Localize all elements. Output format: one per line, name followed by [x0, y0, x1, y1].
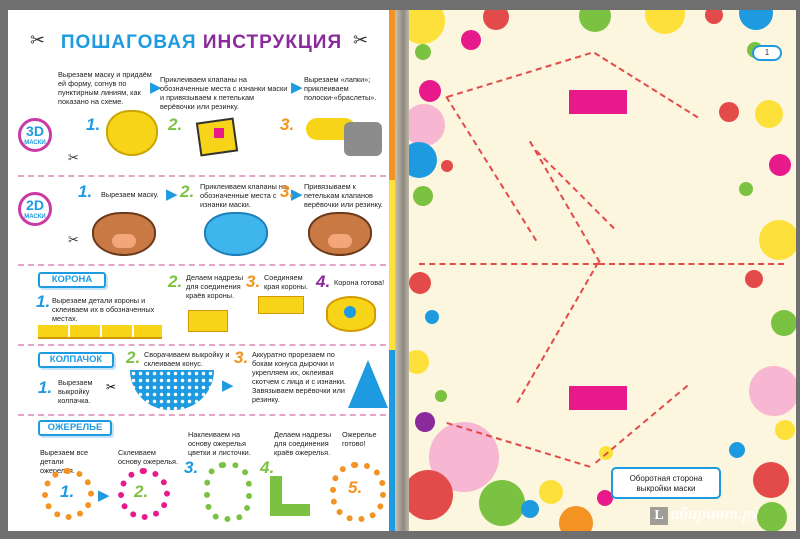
mask-back-image — [204, 212, 268, 256]
page-title — [8, 32, 395, 54]
arrow-icon: ▶ — [291, 186, 303, 203]
step-number: 1. — [36, 292, 51, 311]
step-number: 3. — [234, 348, 249, 367]
page-number: 1 — [752, 45, 782, 61]
step-text: Вырезаем маску и придаём ей форму, согнув по пунктирным линиям, как показано на схеме. — [58, 70, 152, 106]
decor-dot — [719, 102, 739, 122]
decor-dot — [479, 480, 525, 526]
step-number: 1. — [86, 115, 101, 134]
snout-shape — [328, 234, 352, 248]
arrow-icon: ▶ — [222, 377, 234, 394]
decor-dot — [749, 366, 796, 416]
step-text: Вырезаем «лапки»; приклеиваем полоски-«браслеты». — [304, 75, 377, 102]
badge-2d-big: 2D — [26, 197, 44, 213]
decor-dot — [483, 10, 509, 30]
section-label-cap: КОЛПАЧОК — [38, 352, 114, 368]
step-text: Аккуратно прорезаем по бокам конуса дырочки и укрепляем их, оклеивая скотчем с лица и с изнанки. Завязываем верёвочки или резинку. — [252, 350, 346, 404]
arrow-icon: ▶ — [166, 186, 178, 203]
left-page — [8, 10, 395, 531]
step-number: 5. — [348, 478, 363, 497]
step-number: 4. — [316, 272, 331, 291]
arrow-icon: ▶ — [98, 487, 110, 504]
cap-ready-image — [348, 360, 388, 408]
decor-dot — [745, 270, 763, 288]
step-text: Делаем надрезы для соединения краёв короны. — [186, 273, 244, 300]
decor-dot — [419, 80, 441, 102]
crown-parts-image — [38, 325, 162, 339]
step-number: 3. — [246, 272, 261, 291]
decor-dot — [739, 182, 753, 196]
glue-mark — [569, 386, 627, 410]
decor-dot — [771, 310, 796, 336]
right-page — [409, 10, 796, 531]
decor-dot — [521, 500, 539, 518]
step-text: Сворачиваем выкройку и склеиваем конус. — [144, 350, 230, 368]
step-number: 2. — [168, 272, 183, 291]
decor-dot — [729, 442, 745, 458]
arrow-icon: ▶ — [291, 79, 303, 96]
step-number: 4. — [260, 458, 275, 477]
fold-line — [529, 141, 601, 263]
decor-dot — [755, 100, 783, 128]
decor-dot — [415, 44, 431, 60]
crown-cut-image — [188, 310, 228, 332]
decor-dot — [409, 10, 445, 44]
arrow-icon: ▶ — [150, 79, 162, 96]
decor-dot — [409, 272, 431, 294]
crown-join-image — [258, 296, 304, 314]
badge-3d — [18, 118, 52, 152]
glue-mark — [569, 90, 627, 114]
watermark-text: абиринт.ру — [671, 504, 759, 523]
badge-2d-small: МАСКИ — [24, 214, 46, 220]
decor-dot — [435, 390, 447, 402]
step-text: Делаем надрезы для соединения краёв ожерелья. — [274, 430, 332, 457]
flap-mark — [214, 128, 224, 138]
decor-dot — [409, 142, 437, 178]
bracelet-image — [344, 122, 382, 156]
decor-dot — [559, 506, 593, 531]
fold-line — [516, 262, 599, 403]
scissors-icon: ✂ — [30, 30, 46, 50]
step-number: 3. — [280, 115, 295, 134]
decor-dot — [645, 10, 685, 34]
mask-3d-image — [106, 110, 158, 156]
step-text: Ожерелье готово! — [342, 430, 377, 448]
scissors-icon: ✂ — [106, 380, 117, 394]
badge-3d-small: МАСКИ — [24, 140, 46, 146]
step-text: Приклеиваем клапаны на обозначенные места с изнанки маски и привязываем к петелькам верёвочки или резинку. — [160, 75, 288, 111]
decor-dot — [775, 420, 795, 440]
step-text: Приклеиваем клапаны на обозначенные места с изнанки маски. — [200, 182, 287, 209]
book-spine — [395, 10, 409, 531]
decor-dot — [441, 160, 453, 172]
decor-dot — [409, 470, 453, 520]
step-text: Привязываем к петелькам клапанов верёвочки или резинку. — [304, 182, 383, 209]
step-text: Вырезаем детали короны и склеиваем их в обозначенных местах. — [52, 296, 155, 323]
badge-3d-big: 3D — [26, 123, 44, 139]
decor-dot — [769, 154, 791, 176]
step-number: 1. — [38, 378, 53, 397]
scissors-icon: ✂ — [68, 232, 79, 247]
step-text: Наклеиваем на основу ожерелья цветки и листочки. — [188, 430, 251, 457]
section-label-necklace: ОЖЕРЕЛЬЕ — [38, 420, 112, 436]
step-text: Вырезаем выкройку колпачка. — [58, 378, 93, 405]
step-text: Вырезаем маску. — [101, 190, 159, 199]
divider — [18, 414, 386, 416]
watermark — [650, 504, 758, 525]
decor-dot — [425, 310, 439, 324]
decor-dot — [739, 10, 773, 30]
crown-gem — [344, 306, 356, 318]
divider — [18, 264, 386, 266]
decor-dot — [409, 104, 445, 146]
title-part2: ИНСТРУКЦИЯ — [202, 32, 343, 53]
back-side-label: Оборотная сторона выкройки маски — [611, 467, 721, 499]
necklace-decor-image — [204, 462, 252, 522]
divider — [18, 344, 386, 346]
decor-dot — [705, 10, 723, 24]
fold-line — [599, 263, 784, 265]
step-text: Корона готова! — [334, 278, 385, 287]
watermark-logo: L — [650, 507, 668, 525]
step-number: 2. — [168, 115, 183, 134]
badge-2d — [18, 192, 52, 226]
decor-dot — [413, 186, 433, 206]
step-number: 1. — [78, 182, 93, 201]
decor-dot — [579, 10, 611, 32]
divider — [18, 175, 386, 177]
section-label-crown: КОРОНА — [38, 272, 106, 288]
step-number: 3. — [184, 458, 199, 477]
step-number: 2. — [126, 348, 141, 367]
necklace-cut-image — [270, 476, 310, 516]
decor-dot — [415, 412, 435, 432]
step-number: 2. — [180, 182, 195, 201]
title-part1: ПОШАГОВАЯ — [60, 32, 197, 53]
step-text: Склеиваем основу ожерелья. — [118, 448, 179, 466]
step-text: Вырезаем все детали ожерелья. — [40, 448, 89, 475]
scissors-icon: ✂ — [353, 30, 369, 50]
decor-dot — [409, 350, 429, 374]
decor-dot — [753, 462, 789, 498]
step-text: Соединяем края короны. — [264, 273, 309, 291]
fold-line — [419, 263, 599, 265]
decor-dot — [757, 502, 787, 531]
decor-dot — [461, 30, 481, 50]
decor-dot — [759, 220, 796, 260]
decor-dot — [539, 480, 563, 504]
step-number: 3. — [280, 182, 295, 201]
scissors-icon: ✂ — [68, 150, 79, 165]
step-number: 2. — [134, 482, 149, 501]
step-number: 1. — [60, 482, 75, 501]
snout-shape — [112, 234, 136, 248]
fold-line — [445, 96, 537, 241]
cap-pattern-image — [130, 370, 214, 410]
